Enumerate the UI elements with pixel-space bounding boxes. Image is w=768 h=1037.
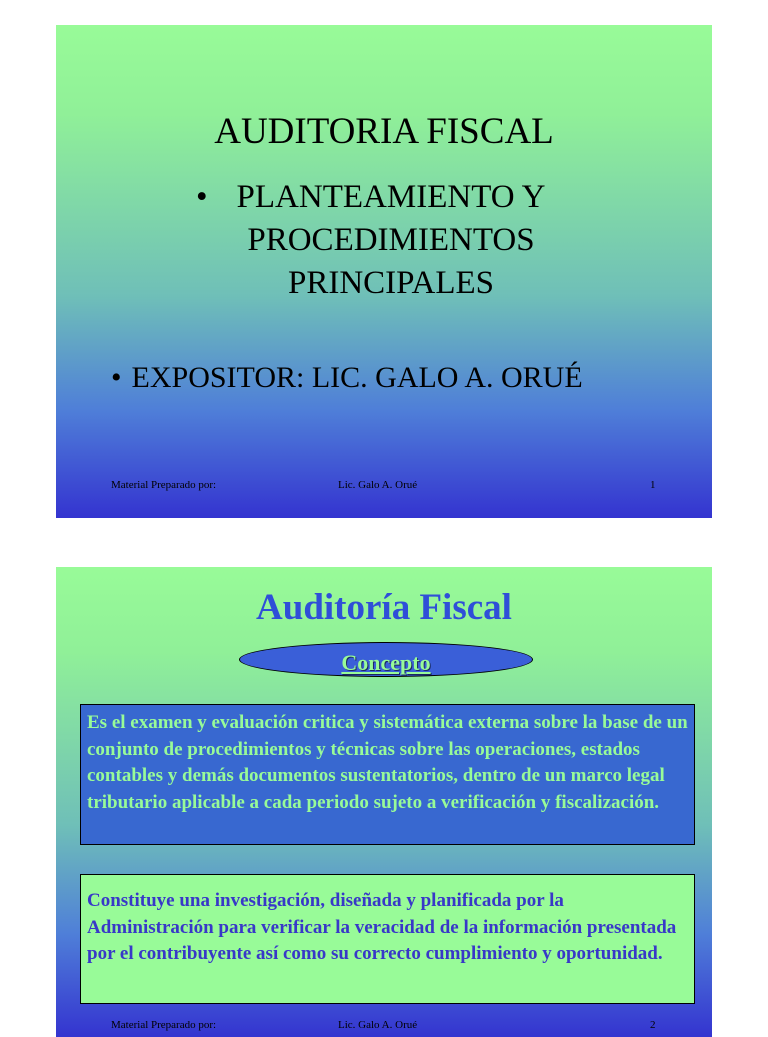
slide-1-page-number: 1 xyxy=(650,479,656,491)
slide-1-title: AUDITORIA FISCAL xyxy=(214,111,554,152)
slide-2-footer-left: Material Preparado por: xyxy=(111,1019,217,1031)
bullet-2-text: EXPOSITOR: LIC. GALO A. ORUÉ xyxy=(131,361,583,394)
bullet-dot: • xyxy=(111,361,122,394)
slide-1-footer-left: Material Preparado por: xyxy=(111,479,217,491)
concepto-oval xyxy=(239,642,533,677)
slide-1-bullet-1 xyxy=(196,176,616,305)
slide-2 xyxy=(56,567,712,1037)
slide-2-page-number: 2 xyxy=(650,1019,656,1031)
slide-2-footer-author: Lic. Galo A. Orué xyxy=(338,1019,418,1031)
bullet-dot: • xyxy=(196,179,208,215)
slide-2-title: Auditoría Fiscal xyxy=(256,587,512,628)
bullet-1-text: PLANTEAMIENTO Y PROCEDIMIENTOS PRINCIPALES xyxy=(236,179,546,301)
concepto-label: Concepto xyxy=(341,650,431,675)
slide-1 xyxy=(56,25,712,518)
definition-box: Es el examen y evaluación critica y sistemática externa sobre la base de un conjunto de procedimientos y técnicas sobre las operaciones, estados contables y demás documentos sustentatorios, dentro de un marco legal tributario aplicable a cada periodo sujeto a verificación y fiscalización. xyxy=(80,704,695,845)
slide-1-bullet-2 xyxy=(111,361,583,395)
description-box: Constituye una investigación, diseñada y planificada por la Administración para verificar la veracidad de la información presentada por el contribuyente así como su correcto cumplimiento y oportunidad. xyxy=(80,874,695,1004)
slide-1-footer-author: Lic. Galo A. Orué xyxy=(338,479,418,491)
